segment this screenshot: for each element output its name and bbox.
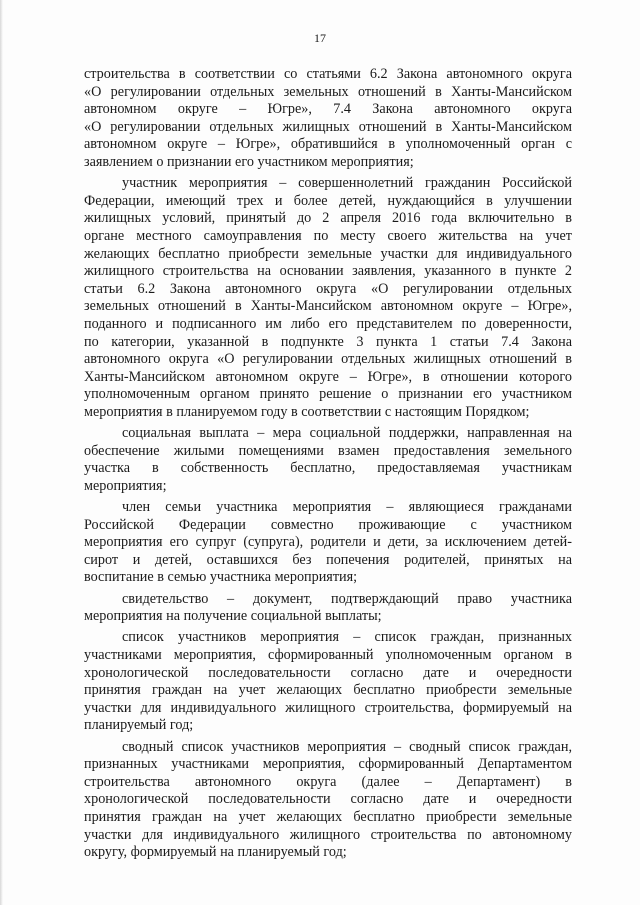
- document-body: [84, 66, 572, 865]
- text-line: обеспечение жилыми помещениями взамен предоставления земельного: [84, 442, 572, 459]
- text-line: участник мероприятия – совершеннолетний гражданин Российской: [122, 175, 572, 192]
- text-line: участниками мероприятия, сформированный уполномоченным органом в: [84, 646, 572, 663]
- text-line: автономном округе – Югре», 7.4 Закона автономного округа: [84, 101, 572, 118]
- text-line: по категории, указанной в подпункте 3 пункта 1 статьи 7.4 Закона: [84, 333, 572, 350]
- text-line: уполномоченным органом принято решение о признании его участником: [84, 386, 572, 403]
- text-line: мероприятия на получение социальной выплаты;: [84, 608, 382, 625]
- paragraph-p5: [84, 591, 572, 626]
- text-line: строительства автономного округа (далее – Департамент) в: [84, 773, 572, 790]
- text-line: автономного округа «О регулировании отдельных жилищных отношений в: [84, 351, 572, 368]
- paragraph-p7: [84, 739, 572, 862]
- text-line: округу, формируемый на планируемый год;: [84, 844, 347, 861]
- text-line: жилищных условий, принятый до 2 апреля 2016 года включительно в: [84, 210, 572, 227]
- text-line: «О регулировании отдельных земельных отношений в Ханты-Мансийском: [84, 83, 572, 100]
- text-line: строительства в соответствии со статьями 6.2 Закона автономного округа: [84, 66, 572, 82]
- text-line: поданного и подписанного им либо его представителем по доверенности,: [84, 315, 572, 332]
- text-line: сводный список участников мероприятия – сводный список граждан,: [122, 738, 572, 755]
- text-line: «О регулировании отдельных жилищных отношений в Ханты-Мансийском: [84, 118, 572, 135]
- text-line: социальная выплата – мера социальной поддержки, направленная на: [122, 425, 572, 442]
- text-line: список участников мероприятия – список граждан, признанных: [122, 629, 572, 646]
- page-number: 17: [314, 31, 326, 45]
- text-line: мероприятия в планируемом году в соответствии с настоящим Порядком;: [84, 403, 530, 420]
- text-line: член семьи участника мероприятия – являющиеся гражданами: [122, 499, 572, 516]
- text-line: мероприятия;: [84, 477, 167, 494]
- text-line: участка в собственность бесплатно, предоставляемая участникам: [84, 460, 572, 477]
- text-line: органе местного самоуправления по месту своего жительства на учет: [84, 227, 572, 244]
- paragraph-p4: [84, 499, 572, 587]
- text-line: Федерации, имеющий трех и более детей, нуждающийся в улучшении: [84, 192, 572, 209]
- text-line: планируемый год;: [84, 717, 194, 734]
- paragraph-p2: [84, 175, 572, 421]
- paragraph-p1: [84, 66, 572, 172]
- text-line: автономном округе – Югре», обратившийся в уполномоченный орган с: [84, 136, 572, 153]
- paragraph-p3: [84, 425, 572, 495]
- text-line: хронологической последовательности согласно дате и очередности: [84, 664, 572, 681]
- text-line: желающих бесплатно приобрести земельные участки для индивидуального: [84, 245, 572, 262]
- text-line: земельных отношений в Ханты-Мансийском автономном округе – Югре»,: [84, 298, 572, 315]
- text-line: признанных участниками мероприятия, сформированный Департаментом: [84, 756, 572, 773]
- paragraph-p6: [84, 629, 572, 735]
- text-line: Ханты-Мансийском автономном округе – Югре», в отношении которого: [84, 368, 572, 385]
- text-line: сирот и детей, оставшихся без попечения родителей, принятых на: [84, 551, 572, 568]
- text-line: заявлением о признании его участником мероприятия;: [84, 153, 414, 170]
- text-line: участки для индивидуального жилищного строительства, формируемый на: [84, 699, 572, 716]
- text-line: участки для индивидуального жилищного строительства по автономному: [84, 826, 572, 843]
- text-line: хронологической последовательности согласно дате и очередности: [84, 791, 572, 808]
- text-line: статьи 6.2 Закона автономного округа «О регулировании отдельных: [84, 280, 572, 297]
- text-line: воспитание в семью участника мероприятия;: [84, 569, 358, 586]
- text-line: жилищного строительства на основании заявления, указанного в пункте 2: [84, 263, 572, 280]
- text-line: принятия граждан на учет желающих бесплатно приобрести земельные: [84, 808, 572, 825]
- text-line: мероприятия его супруг (супруга), родители и дети, за исключением детей-: [84, 534, 572, 551]
- text-line: свидетельство – документ, подтверждающий право участника: [122, 590, 572, 607]
- text-line: Российской Федерации совместно проживающие с участником: [84, 516, 572, 533]
- text-line: принятия граждан на учет желающих бесплатно приобрести земельные: [84, 682, 572, 699]
